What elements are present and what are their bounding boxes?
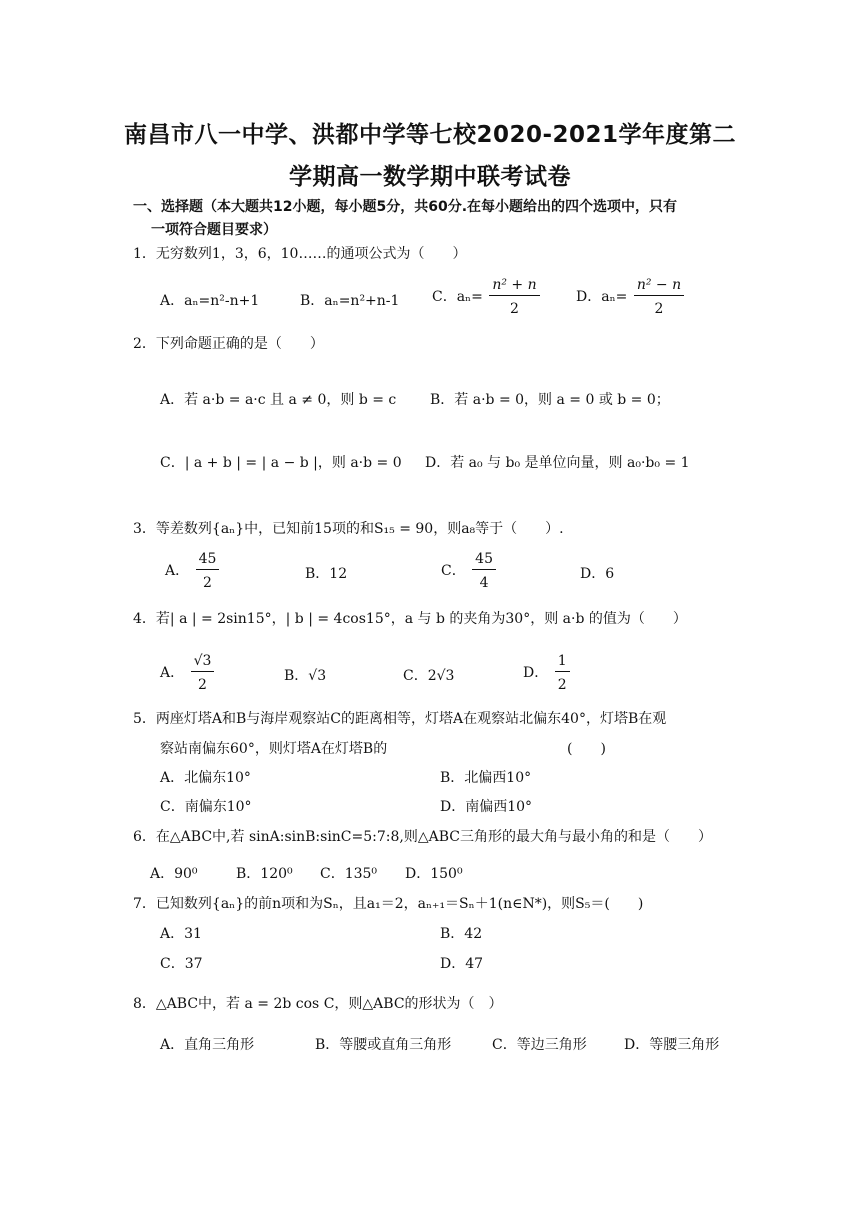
section-heading	[133, 196, 743, 242]
question-3-stem: 3．等差数列{aₙ}中，已知前15项的和S₁₅ = 90，则a₈等于（ ）.	[133, 521, 564, 537]
question-2-stem: 2．下列命题正确的是（ ）	[133, 336, 324, 352]
question-6-option-a: A．90⁰	[150, 866, 198, 882]
question-5-option-a: A．北偏东10°	[160, 770, 251, 786]
question-3-option-a-fraction	[196, 550, 220, 592]
question-2-option-c: C．| a + b | = | a − b |，则 a·b = 0	[160, 455, 402, 471]
question-4-option-a	[160, 652, 216, 694]
question-1-option-d-denominator: 2	[654, 301, 664, 317]
question-3-option-c-fraction	[472, 550, 496, 592]
question-5-stem-line1: 5．两座灯塔A和B与海岸观察站C的距离相等，灯塔A在观察站北偏东40°，灯塔B在观	[133, 711, 667, 727]
question-1-option-c-fraction	[489, 276, 539, 318]
question-7-option-a: A．31	[160, 926, 202, 942]
question-2-option-d: D．若 a₀ 与 b₀ 是单位向量，则 a₀·b₀ = 1	[425, 455, 690, 471]
question-7-option-b: B．42	[440, 926, 483, 942]
exam-title-line1: 南昌市八一中学、洪都中学等七校2020-2021学年度第二	[123, 122, 737, 148]
question-4-option-d-label: D．	[523, 665, 549, 681]
question-1-option-c-denominator: 2	[509, 301, 519, 317]
question-8-option-b: B．等腰或直角三角形	[315, 1037, 452, 1053]
question-5-stem-line2: 察站南偏东60°，则灯塔A在灯塔B的	[160, 741, 388, 757]
question-6-option-c: C．135⁰	[320, 866, 378, 882]
question-5-option-c: C．南偏东10°	[160, 799, 252, 815]
question-4-stem: 4．若| a | = 2sin15°，| b | = 4cos15°，a 与 b 的夹角为30°，则 a·b 的值为（ ）	[133, 611, 687, 627]
question-4-option-a-label: A．	[160, 665, 185, 681]
question-1-option-d-fraction	[634, 276, 684, 318]
question-4-option-a-fraction	[191, 652, 215, 694]
question-8-option-d: D．等腰三角形	[624, 1037, 720, 1053]
question-3-option-a	[165, 550, 221, 592]
question-1-option-d-label: D．aₙ=	[576, 289, 628, 305]
question-6-option-b: B．120⁰	[236, 866, 293, 882]
question-7-stem: 7．已知数列{aₙ}的前n项和为Sₙ，且a₁＝2，aₙ₊₁＝Sₙ＋1(n∈N*)，则S₅＝( )	[133, 896, 644, 912]
question-3-option-c	[441, 550, 498, 592]
question-3-option-a-numerator: 45	[196, 550, 220, 570]
question-4-option-d-numerator: 1	[555, 652, 570, 672]
question-1-option-d	[576, 276, 686, 318]
question-1-option-c-numerator: n² + n	[489, 276, 539, 296]
question-4-option-d-fraction	[555, 652, 570, 694]
question-4-option-d	[523, 652, 572, 694]
question-8-option-a: A．直角三角形	[160, 1037, 255, 1053]
question-1-stem: 1．无穷数列1，3，6，10……的通项公式为（ ）	[133, 246, 467, 262]
question-3-option-d: D．6	[580, 566, 615, 582]
question-4-option-d-denominator: 2	[557, 677, 567, 693]
question-4-option-c: C．2√3	[403, 668, 455, 684]
question-2-option-a: A．若 a·b = a·c 且 a ≠ 0，则 b = c	[160, 392, 397, 408]
question-3-option-a-label: A．	[165, 563, 190, 579]
question-2-option-b: B．若 a·b = 0，则 a = 0 或 b = 0；	[430, 392, 670, 408]
question-4-option-a-numerator: √3	[191, 652, 215, 672]
question-1-option-c	[432, 276, 542, 318]
question-6-option-d: D．150⁰	[405, 866, 463, 882]
question-7-option-d: D．47	[440, 956, 484, 972]
question-1-option-d-numerator: n² − n	[634, 276, 684, 296]
question-8-option-c: C．等边三角形	[492, 1037, 587, 1053]
section-heading-line2: 一项符合题目要求）	[151, 222, 277, 238]
question-3-option-b: B．12	[305, 566, 348, 582]
question-5-option-d: D．南偏西10°	[440, 799, 533, 815]
exam-title-line2: 学期高一数学期中联考试卷	[289, 164, 571, 190]
question-1-option-b: B．aₙ=n²+n-1	[300, 293, 400, 309]
question-6-stem: 6．在△ABC中,若 sinA:sinB:sinC=5:7:8,则△ABC三角形的最大角与最小角的和是（ ）	[133, 829, 712, 845]
question-1-option-c-label: C．aₙ=	[432, 289, 483, 305]
question-1-option-a: A．aₙ=n²-n+1	[160, 293, 260, 309]
question-3-option-c-label: C．	[441, 563, 466, 579]
question-3-option-c-denominator: 4	[479, 575, 489, 591]
question-4-option-a-denominator: 2	[198, 677, 207, 693]
question-8-stem: 8．△ABC中，若 a = 2b cos C，则△ABC的形状为（ ）	[133, 996, 503, 1012]
question-7-option-c: C．37	[160, 956, 203, 972]
question-3-option-c-numerator: 45	[472, 550, 496, 570]
section-heading-line1: 一、选择题（本大题共12小题，每小题5分，共60分.在每小题给出的四个选项中，只有	[133, 199, 678, 215]
question-3-option-a-denominator: 2	[203, 575, 212, 591]
question-5-answer-paren: ( )	[567, 741, 606, 757]
question-5-option-b: B．北偏西10°	[440, 770, 532, 786]
question-4-option-b: B．√3	[284, 668, 327, 684]
